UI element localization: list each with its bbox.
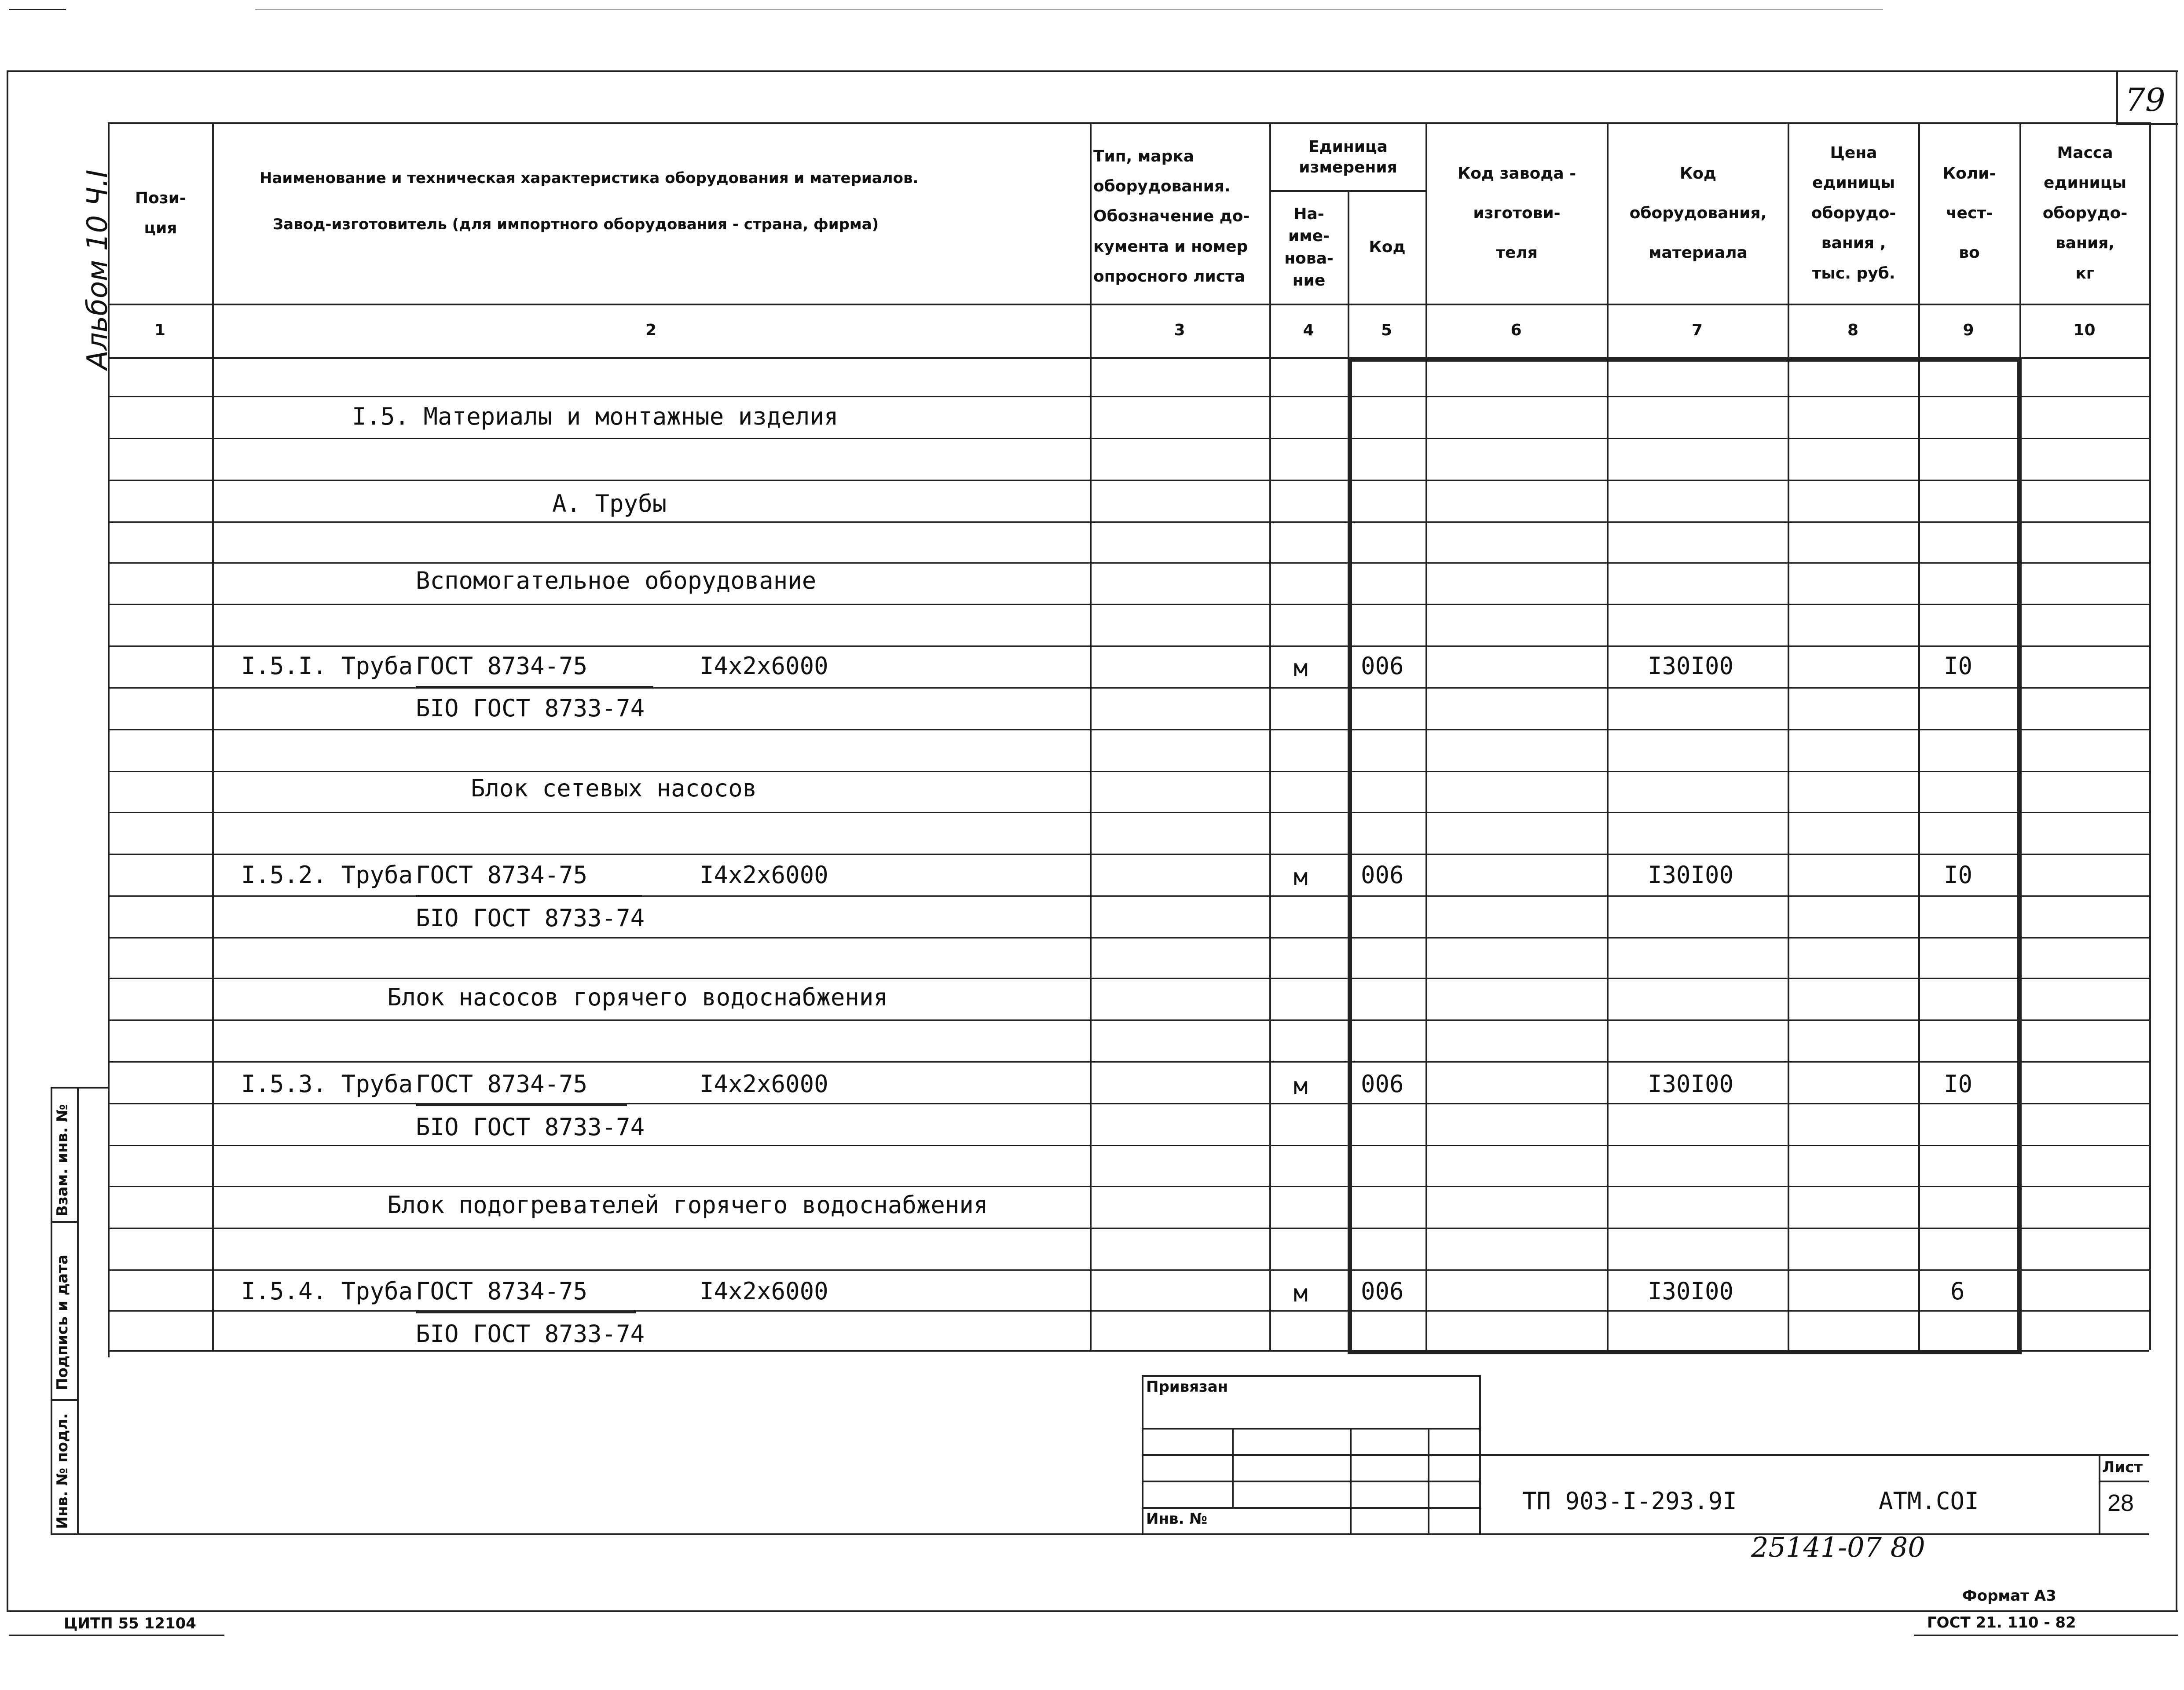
col-number: 4 — [1303, 321, 1314, 339]
header-unit-name: На- име- нова- ние — [1284, 205, 1334, 290]
row-separator — [108, 895, 2149, 897]
document-code: ТП 903-I-293.9I — [1522, 1487, 1737, 1515]
row-separator — [108, 812, 2149, 813]
item-size: I4x2x6000 — [700, 652, 828, 680]
item-material-code: I30I00 — [1648, 861, 1734, 889]
item-position: I.5.2. Труба — [241, 861, 413, 889]
row-separator — [108, 937, 2149, 938]
header-price: Цена единицы оборудо- вания , тыс. руб. — [1811, 144, 1896, 282]
item-unit: м — [1294, 1279, 1308, 1307]
group-title: Блок сетевых насосов — [471, 774, 757, 802]
group-title: Вспомогательное оборудование — [416, 567, 817, 594]
item-quantity: 6 — [1950, 1277, 1965, 1305]
row-separator — [108, 1310, 2149, 1312]
item-size: I4x2x6000 — [700, 1070, 828, 1098]
item-position: I.5.4. Труба — [241, 1277, 413, 1305]
row-separator — [108, 1061, 2149, 1063]
row-separator — [108, 1145, 2149, 1146]
document-mark: АТМ.COI — [1879, 1487, 1979, 1515]
header-equipment-code: Код оборудования, материала — [1629, 165, 1767, 262]
row-separator — [108, 1103, 2149, 1104]
stamp-inv-original: Инв. № подл. — [54, 1413, 71, 1529]
stamp-inv-replace: Взам. инв. № — [54, 1104, 71, 1217]
item-unit-code: 006 — [1361, 861, 1404, 889]
frame-right — [2176, 70, 2177, 1610]
item-position: I.5.I. Труба — [241, 652, 413, 680]
footer-format: Формат А3 — [1962, 1587, 2056, 1605]
item-material-code: I30I00 — [1648, 1070, 1734, 1098]
header-type: Тип, марка оборудования. Обозначение до- кумента и номер опросного листа — [1093, 147, 1250, 286]
item-material-code: I30I00 — [1648, 1277, 1734, 1305]
item-sub-gost: БIO ГОСТ 8733-74 — [416, 904, 645, 932]
col-number: 9 — [1963, 321, 1974, 339]
row-separator — [108, 604, 2149, 605]
col-number: 2 — [645, 321, 657, 339]
frame-left — [7, 70, 8, 1610]
item-gost: ГОСТ 8734-75 — [416, 1279, 636, 1313]
header-name-line1: Наименование и техническая характеристика оборудования и материалов. — [260, 169, 919, 187]
item-sub-gost: БIO ГОСТ 8733-74 — [416, 1113, 645, 1141]
row-separator — [108, 854, 2149, 855]
item-size: I4x2x6000 — [700, 1277, 828, 1305]
sheet-number: 28 — [2107, 1490, 2134, 1516]
row-separator — [108, 562, 2149, 564]
header-unit-code: Код — [1369, 238, 1406, 257]
sheet-corner-number: 79 — [2125, 81, 2166, 118]
item-unit-code: 006 — [1361, 652, 1404, 680]
item-unit: м — [1294, 1072, 1308, 1100]
row-separator — [108, 521, 2149, 523]
header-plant-code: Код завода - изготови- теля — [1457, 165, 1576, 262]
footer-code: ЦИТП 55 12104 — [64, 1615, 196, 1632]
row-separator — [108, 978, 2149, 979]
item-unit-code: 006 — [1361, 1070, 1404, 1098]
item-sub-gost: БIO ГОСТ 8733-74 — [416, 694, 645, 722]
col-number: 6 — [1510, 321, 1522, 339]
item-sub-gost: БIO ГОСТ 8733-74 — [416, 1320, 645, 1348]
row-separator — [108, 1228, 2149, 1229]
header-mass: Масса единицы оборудо- вания, кг — [2042, 144, 2128, 282]
frame-bottom — [7, 1610, 2178, 1612]
row-separator — [108, 1019, 2149, 1021]
item-gost: ГОСТ 8734-75 — [416, 1072, 627, 1106]
group-title: Блок насосов горячего водоснабжения — [387, 983, 888, 1011]
item-gost: ГОСТ 8734-75 — [416, 654, 653, 688]
item-quantity: I0 — [1944, 652, 1973, 680]
header-unit-group: Единица измерения — [1299, 137, 1397, 176]
stamp-inv-number: Инв. № — [1146, 1510, 1208, 1528]
col-number: 10 — [2073, 321, 2096, 339]
item-unit: м — [1294, 654, 1308, 682]
frame-top — [7, 70, 2178, 72]
row-separator — [108, 480, 2149, 481]
handwritten-number: 25141-07 80 — [1751, 1531, 1925, 1563]
row-separator — [108, 771, 2149, 772]
item-unit-code: 006 — [1361, 1277, 1404, 1305]
item-unit: м — [1294, 863, 1308, 891]
subsection-title: А. Трубы — [552, 490, 667, 517]
stamp-signature-date: Подпись и дата — [54, 1254, 71, 1390]
item-size: I4x2x6000 — [700, 861, 828, 889]
item-quantity: I0 — [1944, 1070, 1973, 1098]
sheet-label: Лист — [2102, 1459, 2143, 1476]
stamp-privyazan: Привязан — [1146, 1378, 1228, 1396]
item-material-code: I30I00 — [1648, 652, 1734, 680]
item-gost: ГОСТ 8734-75 — [416, 863, 642, 897]
footer-gost: ГОСТ 21. 110 - 82 — [1927, 1614, 2076, 1631]
item-quantity: I0 — [1944, 861, 1973, 889]
row-separator — [108, 1186, 2149, 1187]
col-number: 5 — [1381, 321, 1392, 339]
row-separator — [108, 438, 2149, 439]
row-separator — [108, 396, 2149, 397]
col-number: 8 — [1847, 321, 1859, 339]
header-position: Пози- ция — [135, 189, 186, 237]
col-number: 7 — [1691, 321, 1703, 339]
row-separator — [108, 1269, 2149, 1271]
col-number: 1 — [154, 321, 166, 339]
section-title: I.5. Материалы и монтажные изделия — [352, 403, 839, 430]
row-separator — [108, 687, 2149, 689]
col-number: 3 — [1174, 321, 1185, 339]
album-label: Альбом 10 Ч.I — [81, 169, 114, 370]
row-separator — [108, 645, 2149, 647]
group-title: Блок подогревателей горячего водоснабжения — [387, 1191, 988, 1219]
item-position: I.5.3. Труба — [241, 1070, 413, 1098]
header-name-line2: Завод-изготовитель (для импортного оборудования - страна, фирма) — [273, 216, 879, 233]
row-separator — [108, 729, 2149, 730]
header-quantity: Коли- чест- во — [1942, 165, 1996, 262]
